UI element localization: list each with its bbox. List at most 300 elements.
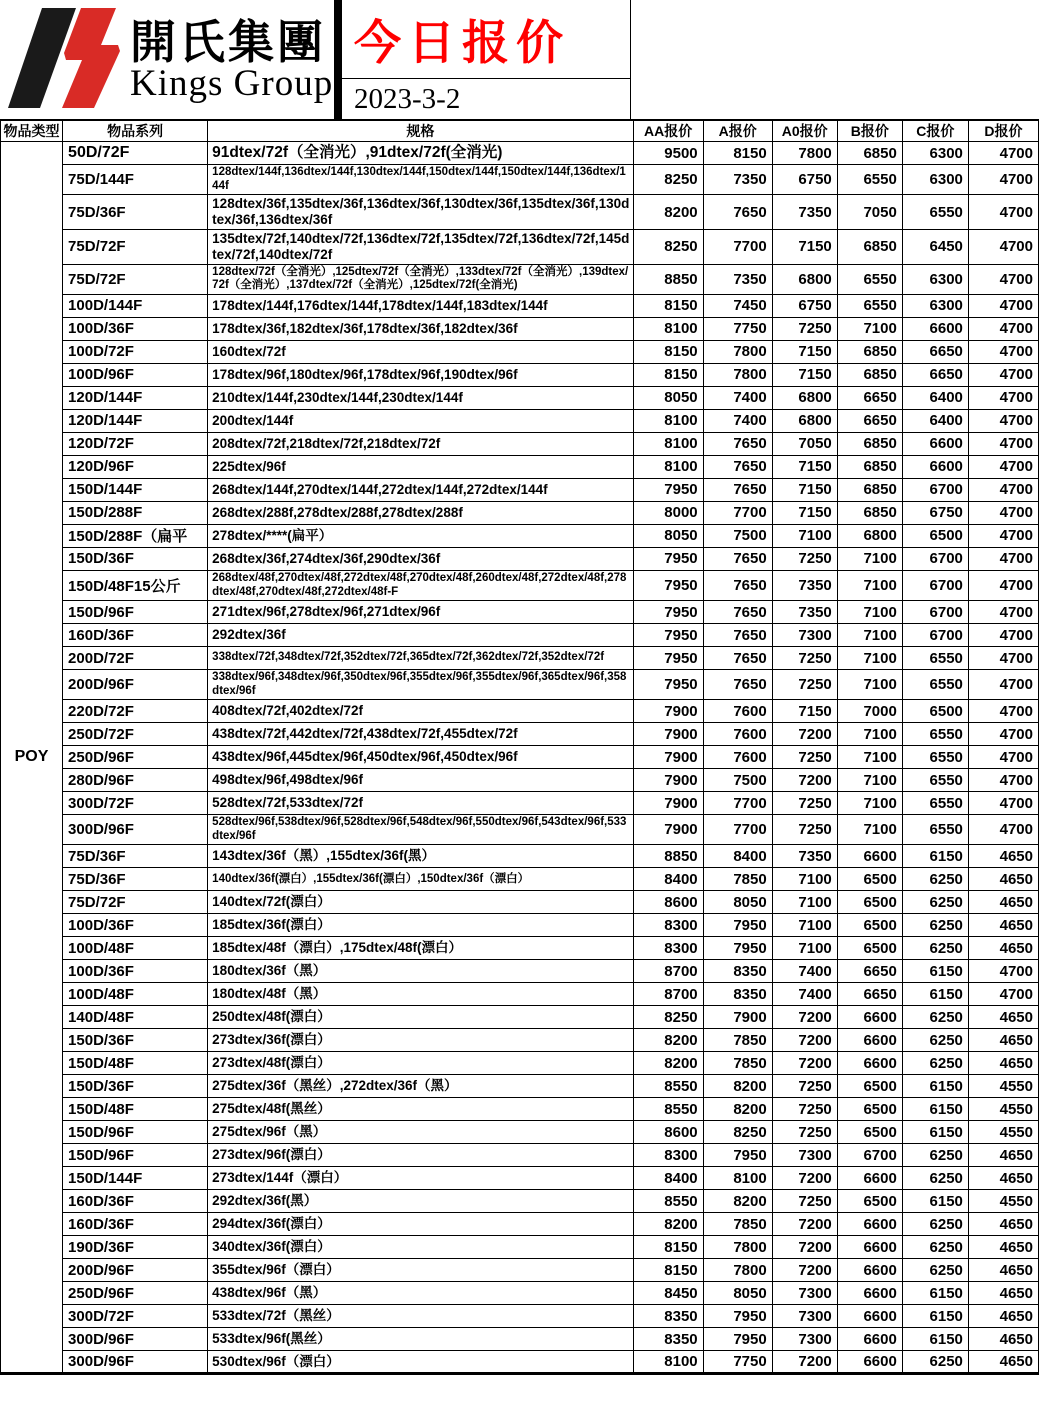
price-cell-d: 4700: [968, 547, 1038, 570]
series-cell: 150D/48F: [63, 1098, 208, 1121]
price-cell-a: 7800: [703, 1236, 772, 1259]
price-cell-d: 4550: [968, 1098, 1038, 1121]
table-row: [1, 1029, 1039, 1052]
price-cell-a: 7850: [703, 1213, 772, 1236]
price-cell-b: 6500: [837, 891, 902, 914]
spec-cell: 271dtex/96f,278dtex/96f,271dtex/96f: [208, 601, 633, 624]
table-row: [1, 937, 1039, 960]
series-cell: 250D/96F: [63, 746, 208, 769]
price-cell-aa: 8600: [633, 891, 703, 914]
series-cell: 100D/36F: [63, 317, 208, 340]
series-cell: 150D/36F: [63, 1075, 208, 1098]
price-cell-d: 4650: [968, 1282, 1038, 1305]
spec-cell: 268dtex/144f,270dtex/144f,272dtex/144f,272dtex/144f: [208, 478, 633, 501]
table-row: [1, 845, 1039, 868]
price-cell-d: 4650: [968, 1167, 1038, 1190]
price-cell-a0: 6800: [772, 386, 837, 409]
price-cell-b: 6850: [837, 501, 902, 524]
price-cell-a0: 7250: [772, 1075, 837, 1098]
spec-cell: 178dtex/96f,180dtex/96f,178dtex/96f,190dtex/96f: [208, 363, 633, 386]
table-row: [1, 746, 1039, 769]
table-row: [1, 229, 1039, 264]
price-cell-c: 6150: [902, 845, 968, 868]
price-cell-b: 6850: [837, 455, 902, 478]
spec-cell: 178dtex/36f,182dtex/36f,178dtex/36f,182dtex/36f: [208, 317, 633, 340]
column-header-item-series: 物品系列: [63, 120, 208, 142]
price-cell-a0: 7150: [772, 455, 837, 478]
table-row: [1, 524, 1039, 547]
price-cell-c: 6300: [902, 264, 968, 294]
price-cell-d: 4700: [968, 983, 1038, 1006]
price-cell-aa: 8450: [633, 1282, 703, 1305]
price-cell-c: 6650: [902, 340, 968, 363]
price-cell-c: 6700: [902, 601, 968, 624]
price-cell-a0: 7250: [772, 1190, 837, 1213]
price-cell-a: 7650: [703, 455, 772, 478]
table-row: [1, 409, 1039, 432]
table-row: [1, 1282, 1039, 1305]
price-cell-c: 6550: [902, 647, 968, 670]
price-cell-c: 6600: [902, 317, 968, 340]
price-cell-aa: 8100: [633, 317, 703, 340]
price-cell-b: 6500: [837, 1190, 902, 1213]
price-cell-aa: 8350: [633, 1328, 703, 1351]
price-cell-a0: 7350: [772, 845, 837, 868]
price-cell-b: 7100: [837, 723, 902, 746]
series-cell: 250D/96F: [63, 1282, 208, 1305]
date-cell: [342, 79, 630, 119]
table-row: [1, 1305, 1039, 1328]
price-cell-b: 6700: [837, 1144, 902, 1167]
price-cell-a: 8400: [703, 845, 772, 868]
price-cell-b: 6600: [837, 1029, 902, 1052]
price-cell-c: 6250: [902, 1144, 968, 1167]
price-cell-d: 4700: [968, 294, 1038, 317]
price-cell-a: 7950: [703, 914, 772, 937]
price-cell-aa: 8300: [633, 937, 703, 960]
price-cell-a: 7850: [703, 1052, 772, 1075]
price-cell-c: 6400: [902, 386, 968, 409]
price-cell-d: 4700: [968, 670, 1038, 700]
price-cell-aa: 8300: [633, 914, 703, 937]
spec-cell: 128dtex/144f,136dtex/144f,130dtex/144f,150dtex/144f,150dtex/144f,136dtex/144f: [208, 165, 633, 195]
price-cell-a: 7800: [703, 340, 772, 363]
spec-cell: 225dtex/96f: [208, 455, 633, 478]
price-cell-d: 4700: [968, 432, 1038, 455]
table-row: [1, 317, 1039, 340]
table-row: [1, 624, 1039, 647]
price-cell-c: 6450: [902, 229, 968, 264]
price-cell-a: 7900: [703, 1006, 772, 1029]
price-cell-a0: 7250: [772, 317, 837, 340]
price-cell-a: 7650: [703, 195, 772, 230]
price-cell-d: 4650: [968, 1259, 1038, 1282]
price-cell-b: 6600: [837, 1351, 902, 1374]
price-cell-a0: 6800: [772, 264, 837, 294]
price-cell-b: 7100: [837, 670, 902, 700]
price-cell-d: 4700: [968, 624, 1038, 647]
price-cell-a0: 7200: [772, 1351, 837, 1374]
spec-cell: 91dtex/72f（全消光）,91dtex/72f(全消光): [208, 142, 633, 165]
price-cell-a: 7400: [703, 386, 772, 409]
spec-cell: 278dtex/****(扁平）: [208, 524, 633, 547]
price-cell-d: 4700: [968, 478, 1038, 501]
price-cell-b: 6500: [837, 937, 902, 960]
spec-cell: 140dtex/36f(漂白）,155dtex/36f(漂白）,150dtex/36f（漂白）: [208, 868, 633, 891]
series-cell: 150D/48F15公斤: [63, 570, 208, 600]
company-name-cn: 開氏集團: [130, 16, 326, 68]
price-cell-a: 7800: [703, 1259, 772, 1282]
spec-cell: 128dtex/72f（全消光）,125dtex/72f（全消光）,133dtex/72f（全消光）,139dtex/72f（全消光）,137dtex/72f（全消光）,125dtex/72f(全消光): [208, 264, 633, 294]
price-cell-d: 4650: [968, 891, 1038, 914]
price-cell-c: 6150: [902, 983, 968, 1006]
series-cell: 120D/144F: [63, 409, 208, 432]
price-cell-b: 6600: [837, 1305, 902, 1328]
price-cell-a: 7700: [703, 229, 772, 264]
series-cell: 200D/72F: [63, 647, 208, 670]
table-row: [1, 432, 1039, 455]
price-cell-a0: 7200: [772, 1006, 837, 1029]
price-cell-c: 6300: [902, 165, 968, 195]
price-cell-b: 7100: [837, 624, 902, 647]
price-cell-d: 4700: [968, 363, 1038, 386]
price-cell-d: 4700: [968, 524, 1038, 547]
table-row: [1, 363, 1039, 386]
price-cell-a: 7650: [703, 647, 772, 670]
series-cell: 160D/36F: [63, 1190, 208, 1213]
company-logo: [0, 0, 334, 119]
price-cell-d: 4700: [968, 700, 1038, 723]
price-cell-c: 6150: [902, 960, 968, 983]
price-cell-d: 4650: [968, 1236, 1038, 1259]
spec-cell: 135dtex/72f,140dtex/72f,136dtex/72f,135dtex/72f,136dtex/72f,145dtex/72f,140dtex/72f: [208, 229, 633, 264]
price-cell-c: 6400: [902, 409, 968, 432]
price-cell-d: 4650: [968, 1351, 1038, 1374]
price-cell-b: 6850: [837, 363, 902, 386]
price-cell-a0: 7200: [772, 1213, 837, 1236]
price-cell-c: 6300: [902, 294, 968, 317]
price-cell-aa: 8100: [633, 455, 703, 478]
spec-cell: 180dtex/48f（黑）: [208, 983, 633, 1006]
price-cell-aa: 7900: [633, 746, 703, 769]
category-cell: POY: [1, 142, 63, 1374]
price-cell-aa: 7950: [633, 601, 703, 624]
spec-cell: 275dtex/48f(黑丝）: [208, 1098, 633, 1121]
price-cell-a0: 7150: [772, 501, 837, 524]
price-cell-c: 6500: [902, 524, 968, 547]
table-row: [1, 1328, 1039, 1351]
spec-cell: 143dtex/36f（黑）,155dtex/36f(黑）: [208, 845, 633, 868]
title-block: [342, 0, 631, 119]
series-cell: 50D/72F: [63, 142, 208, 165]
price-cell-a0: 6800: [772, 409, 837, 432]
price-cell-c: 6550: [902, 746, 968, 769]
price-cell-b: 6850: [837, 142, 902, 165]
price-cell-c: 6250: [902, 1006, 968, 1029]
price-cell-aa: 8250: [633, 229, 703, 264]
series-cell: 100D/96F: [63, 363, 208, 386]
price-cell-b: 7050: [837, 195, 902, 230]
spec-cell: 438dtex/96f（黑）: [208, 1282, 633, 1305]
price-cell-c: 6700: [902, 478, 968, 501]
price-cell-d: 4550: [968, 1075, 1038, 1098]
price-cell-d: 4650: [968, 1029, 1038, 1052]
table-row: [1, 340, 1039, 363]
price-cell-aa: 7950: [633, 547, 703, 570]
price-cell-d: 4650: [968, 1006, 1038, 1029]
price-cell-b: 6550: [837, 264, 902, 294]
spec-cell: 528dtex/96f,538dtex/96f,528dtex/96f,548dtex/96f,550dtex/96f,543dtex/96f,533dtex/96f: [208, 815, 633, 845]
column-header-a-quote: A报价: [703, 120, 772, 142]
price-cell-b: 7100: [837, 815, 902, 845]
series-cell: 100D/48F: [63, 937, 208, 960]
table-row: [1, 455, 1039, 478]
spec-cell: 273dtex/96f(漂白）: [208, 1144, 633, 1167]
table-row: [1, 601, 1039, 624]
series-cell: 300D/96F: [63, 1328, 208, 1351]
series-cell: 300D/96F: [63, 815, 208, 845]
spec-cell: 530dtex/96f（漂白）: [208, 1351, 633, 1374]
price-cell-b: 6850: [837, 478, 902, 501]
spec-cell: 160dtex/72f: [208, 340, 633, 363]
price-cell-d: 4700: [968, 264, 1038, 294]
price-cell-a0: 7100: [772, 937, 837, 960]
price-cell-b: 6600: [837, 1259, 902, 1282]
price-cell-b: 7100: [837, 769, 902, 792]
price-cell-b: 6600: [837, 1006, 902, 1029]
series-cell: 150D/144F: [63, 1167, 208, 1190]
column-header-spec: 规格: [208, 120, 633, 142]
price-cell-aa: 7900: [633, 769, 703, 792]
series-cell: 150D/288F: [63, 501, 208, 524]
price-cell-a0: 7300: [772, 1144, 837, 1167]
series-cell: 160D/36F: [63, 624, 208, 647]
price-cell-aa: 8700: [633, 960, 703, 983]
price-cell-b: 7100: [837, 746, 902, 769]
price-cell-c: 6150: [902, 1190, 968, 1213]
price-cell-b: 6600: [837, 1236, 902, 1259]
price-cell-a0: 7300: [772, 624, 837, 647]
price-cell-aa: 8150: [633, 363, 703, 386]
price-cell-a0: 7200: [772, 1029, 837, 1052]
price-cell-aa: 8100: [633, 409, 703, 432]
series-cell: 100D/36F: [63, 960, 208, 983]
price-cell-b: 6500: [837, 868, 902, 891]
spec-cell: 178dtex/144f,176dtex/144f,178dtex/144f,183dtex/144f: [208, 294, 633, 317]
price-cell-c: 6150: [902, 1098, 968, 1121]
table-row: [1, 386, 1039, 409]
price-cell-aa: 8050: [633, 524, 703, 547]
series-cell: 100D/144F: [63, 294, 208, 317]
price-cell-a: 7750: [703, 317, 772, 340]
table-row: [1, 1098, 1039, 1121]
price-cell-a0: 7250: [772, 1121, 837, 1144]
price-cell-a0: 7150: [772, 700, 837, 723]
price-cell-d: 4700: [968, 501, 1038, 524]
quote-table-body: [1, 142, 1039, 1374]
title-cell: [342, 0, 630, 79]
price-cell-b: 6800: [837, 524, 902, 547]
price-cell-a: 7500: [703, 524, 772, 547]
table-row: [1, 570, 1039, 600]
price-cell-aa: 8300: [633, 1144, 703, 1167]
table-row: [1, 792, 1039, 815]
table-row: [1, 1121, 1039, 1144]
spec-cell: 275dtex/96f（黑）: [208, 1121, 633, 1144]
spec-cell: 185dtex/36f(漂白）: [208, 914, 633, 937]
quote-date: 2023-3-2: [354, 82, 461, 115]
price-cell-a: 8100: [703, 1167, 772, 1190]
price-cell-b: 6500: [837, 1098, 902, 1121]
price-cell-b: 6650: [837, 409, 902, 432]
spec-cell: 268dtex/48f,270dtex/48f,272dtex/48f,270dtex/48f,260dtex/48f,272dtex/48f,278dtex/48f,270dtex/48f,272dtex/48f-F: [208, 570, 633, 600]
price-cell-aa: 8200: [633, 1213, 703, 1236]
series-cell: 75D/72F: [63, 891, 208, 914]
price-cell-a: 7850: [703, 868, 772, 891]
price-cell-a: 7350: [703, 264, 772, 294]
price-cell-a: 8200: [703, 1075, 772, 1098]
price-cell-a0: 7150: [772, 478, 837, 501]
price-cell-c: 6250: [902, 914, 968, 937]
price-cell-a: 7700: [703, 792, 772, 815]
price-cell-b: 6600: [837, 1052, 902, 1075]
price-cell-aa: 8200: [633, 1052, 703, 1075]
price-cell-d: 4700: [968, 195, 1038, 230]
price-cell-a: 7750: [703, 1351, 772, 1374]
series-cell: 150D/36F: [63, 1029, 208, 1052]
price-cell-aa: 8100: [633, 1351, 703, 1374]
price-cell-a: 7350: [703, 165, 772, 195]
price-cell-c: 6150: [902, 1121, 968, 1144]
table-row: [1, 165, 1039, 195]
price-cell-c: 6250: [902, 1213, 968, 1236]
table-row: [1, 1259, 1039, 1282]
price-cell-a0: 7400: [772, 983, 837, 1006]
price-cell-d: 4700: [968, 570, 1038, 600]
spec-cell: 294dtex/36f(漂白）: [208, 1213, 633, 1236]
table-row: [1, 142, 1039, 165]
series-cell: 120D/72F: [63, 432, 208, 455]
price-cell-a0: 7350: [772, 601, 837, 624]
price-cell-c: 6250: [902, 1029, 968, 1052]
price-cell-c: 6700: [902, 624, 968, 647]
series-cell: 120D/144F: [63, 386, 208, 409]
price-cell-c: 6150: [902, 1305, 968, 1328]
price-cell-aa: 8550: [633, 1075, 703, 1098]
price-cell-a0: 7200: [772, 1052, 837, 1075]
price-cell-c: 6750: [902, 501, 968, 524]
price-cell-aa: 7950: [633, 478, 703, 501]
price-cell-b: 6600: [837, 1282, 902, 1305]
series-cell: 75D/72F: [63, 264, 208, 294]
price-cell-a: 7950: [703, 1305, 772, 1328]
spec-cell: 528dtex/72f,533dtex/72f: [208, 792, 633, 815]
table-row: [1, 1052, 1039, 1075]
table-header-row: [1, 120, 1039, 142]
series-cell: 75D/36F: [63, 868, 208, 891]
price-cell-d: 4650: [968, 1144, 1038, 1167]
price-cell-b: 6600: [837, 845, 902, 868]
table-row: [1, 294, 1039, 317]
price-cell-aa: 8150: [633, 1236, 703, 1259]
price-cell-aa: 8150: [633, 340, 703, 363]
price-cell-aa: 8200: [633, 1029, 703, 1052]
series-cell: 150D/288F（扁平: [63, 524, 208, 547]
price-cell-a: 7950: [703, 937, 772, 960]
price-cell-aa: 8400: [633, 868, 703, 891]
price-cell-d: 4700: [968, 455, 1038, 478]
price-cell-a0: 7300: [772, 1328, 837, 1351]
price-cell-aa: 7950: [633, 670, 703, 700]
price-cell-a: 7850: [703, 1029, 772, 1052]
price-cell-aa: 8250: [633, 165, 703, 195]
price-cell-aa: 8100: [633, 432, 703, 455]
price-cell-b: 6650: [837, 386, 902, 409]
series-cell: 150D/48F: [63, 1052, 208, 1075]
spec-cell: 273dtex/36f(漂白）: [208, 1029, 633, 1052]
price-cell-a: 7650: [703, 432, 772, 455]
column-header-aa-quote: AA报价: [633, 120, 703, 142]
price-cell-a0: 6750: [772, 165, 837, 195]
ks-logo-icon: [8, 5, 120, 116]
price-cell-aa: 8250: [633, 1006, 703, 1029]
price-cell-aa: 8150: [633, 1259, 703, 1282]
price-cell-aa: 7950: [633, 647, 703, 670]
price-cell-aa: 7950: [633, 570, 703, 600]
series-cell: 100D/36F: [63, 914, 208, 937]
price-cell-c: 6550: [902, 769, 968, 792]
price-cell-a: 7600: [703, 700, 772, 723]
price-cell-a0: 6750: [772, 294, 837, 317]
price-cell-d: 4700: [968, 142, 1038, 165]
spec-cell: 210dtex/144f,230dtex/144f,230dtex/144f: [208, 386, 633, 409]
table-row: [1, 1213, 1039, 1236]
price-cell-c: 6250: [902, 1351, 968, 1374]
price-cell-d: 4650: [968, 914, 1038, 937]
table-row: [1, 1075, 1039, 1098]
price-cell-a0: 7250: [772, 1098, 837, 1121]
price-cell-b: 6850: [837, 340, 902, 363]
spec-cell: 268dtex/288f,278dtex/288f,278dtex/288f: [208, 501, 633, 524]
price-cell-c: 6500: [902, 700, 968, 723]
top-banner: [0, 0, 1041, 119]
price-cell-aa: 7950: [633, 624, 703, 647]
price-cell-b: 7100: [837, 647, 902, 670]
price-cell-d: 4700: [968, 409, 1038, 432]
price-cell-c: 6250: [902, 1052, 968, 1075]
price-cell-b: 7100: [837, 601, 902, 624]
price-cell-b: 6500: [837, 1075, 902, 1098]
table-row: [1, 1167, 1039, 1190]
price-cell-a: 8050: [703, 891, 772, 914]
spec-cell: 250dtex/48f(漂白）: [208, 1006, 633, 1029]
price-cell-a0: 7200: [772, 723, 837, 746]
spec-cell: 338dtex/72f,348dtex/72f,352dtex/72f,365dtex/72f,362dtex/72f,352dtex/72f: [208, 647, 633, 670]
price-cell-aa: 8850: [633, 845, 703, 868]
price-cell-aa: 8000: [633, 501, 703, 524]
series-cell: 300D/72F: [63, 1305, 208, 1328]
spec-cell: 268dtex/36f,274dtex/36f,290dtex/36f: [208, 547, 633, 570]
column-header-c-quote: C报价: [902, 120, 968, 142]
spec-cell: 408dtex/72f,402dtex/72f: [208, 700, 633, 723]
price-cell-a: 7600: [703, 746, 772, 769]
series-cell: 75D/72F: [63, 229, 208, 264]
price-cell-c: 6550: [902, 723, 968, 746]
price-cell-b: 6600: [837, 1167, 902, 1190]
price-cell-d: 4650: [968, 1305, 1038, 1328]
price-cell-a0: 7100: [772, 914, 837, 937]
spec-cell: 273dtex/48f(漂白）: [208, 1052, 633, 1075]
